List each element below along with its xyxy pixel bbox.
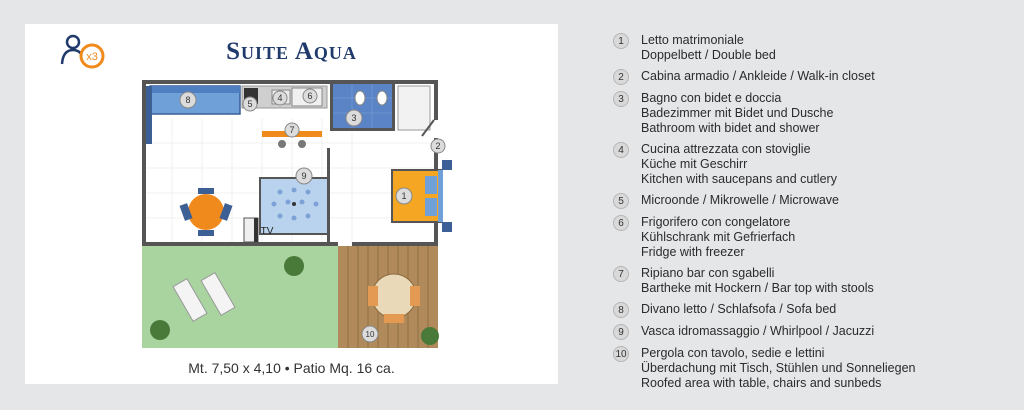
shrub	[421, 327, 439, 345]
marker-2: 2	[435, 141, 441, 151]
legend-number-badge: 5	[613, 193, 629, 209]
marker-7: 7	[289, 125, 295, 135]
legend-number-badge: 6	[613, 215, 629, 231]
legend-line: Roofed area with table, chairs and sunbeds	[641, 376, 882, 390]
dining-chair	[198, 188, 214, 194]
shower	[398, 86, 430, 130]
dimensions-caption: Mt. 7,50 x 4,10 • Patio Mq. 16 ca.	[188, 360, 395, 376]
legend-line: Kitchen with saucepans and cutlery	[641, 172, 837, 186]
patio-chair	[368, 286, 378, 306]
floorplan-card	[25, 24, 558, 384]
legend-line: Bartheke mit Hockern / Bar top with stools	[641, 281, 874, 295]
legend-line: Bathroom with bidet and shower	[641, 121, 820, 135]
nightstand	[442, 160, 452, 170]
nightstand	[442, 222, 452, 232]
bar-stool	[298, 140, 306, 148]
legend	[613, 33, 1013, 397]
patio-table	[372, 274, 416, 318]
legend-item	[613, 33, 1013, 63]
legend-text	[641, 142, 837, 187]
legend-item	[613, 324, 1013, 340]
legend-text	[641, 193, 839, 208]
legend-item	[613, 142, 1013, 187]
marker-5: 5	[247, 99, 253, 109]
legend-number-badge: 4	[613, 142, 629, 158]
legend-line: Küche mit Geschirr	[641, 157, 748, 171]
marker-9: 9	[301, 171, 307, 181]
legend-text	[641, 266, 874, 296]
legend-text	[641, 215, 795, 260]
marker-1: 1	[401, 191, 407, 201]
marker-10: 10	[365, 330, 375, 339]
legend-number-badge: 2	[613, 69, 629, 85]
legend-number-badge: 10	[613, 346, 629, 362]
bathroom-floor	[333, 84, 392, 128]
legend-line: Ripiano bar con sgabelli	[641, 266, 775, 280]
legend-line: Doppelbett / Double bed	[641, 48, 776, 62]
floor-plan	[142, 78, 460, 348]
bed-headboard	[438, 170, 443, 222]
legend-number-badge: 1	[613, 33, 629, 49]
legend-line: Badezimmer mit Bidet und Dusche	[641, 106, 834, 120]
legend-line: Cucina attrezzata con stoviglie	[641, 142, 811, 156]
bidet	[377, 91, 387, 105]
legend-item	[613, 302, 1013, 318]
dining-chair	[198, 230, 214, 236]
tv-label: TV	[260, 226, 274, 237]
legend-number-badge: 3	[613, 91, 629, 107]
legend-number-badge: 8	[613, 302, 629, 318]
shrub	[150, 320, 170, 340]
legend-text	[641, 346, 916, 391]
legend-item	[613, 91, 1013, 136]
legend-item	[613, 69, 1013, 85]
legend-line: Frigorifero con congelatore	[641, 215, 791, 229]
pillow	[425, 198, 437, 216]
marker-4: 4	[277, 93, 283, 103]
page-title: Suite Aqua	[226, 38, 357, 65]
legend-line: Bagno con bidet e doccia	[641, 91, 782, 105]
legend-line: Cabina armadio / Ankleide / Walk-in closet	[641, 69, 875, 83]
legend-text	[641, 69, 875, 84]
pillow	[425, 176, 437, 194]
legend-item	[613, 266, 1013, 296]
shrub	[284, 256, 304, 276]
legend-line: Kühlschrank mit Gefrierfach	[641, 230, 796, 244]
legend-line: Fridge with freezer	[641, 245, 745, 259]
legend-item	[613, 346, 1013, 391]
marker-8: 8	[185, 95, 191, 105]
toilet	[355, 91, 365, 105]
legend-text	[641, 91, 833, 136]
patio-chair	[384, 314, 404, 323]
guest-count-text: x3	[86, 51, 98, 63]
legend-line: Divano letto / Schlafsofa / Sofa bed	[641, 302, 837, 316]
dining-table	[188, 194, 224, 230]
marker-6: 6	[307, 91, 313, 101]
legend-line: Pergola con tavolo, sedie e lettini	[641, 346, 825, 360]
legend-text	[641, 33, 776, 63]
legend-text	[641, 302, 836, 317]
patio-chair	[410, 286, 420, 306]
legend-item	[613, 215, 1013, 260]
legend-line: Vasca idromassaggio / Whirlpool / Jacuzzi	[641, 324, 875, 338]
legend-number-badge: 9	[613, 324, 629, 340]
legend-line: Microonde / Mikrowelle / Microwave	[641, 193, 839, 207]
bar-stool	[278, 140, 286, 148]
legend-text	[641, 324, 874, 339]
legend-number-badge: 7	[613, 266, 629, 282]
marker-3: 3	[351, 113, 357, 123]
legend-line: Letto matrimoniale	[641, 33, 744, 47]
lawn	[142, 246, 338, 348]
legend-line: Überdachung mit Tisch, Stühlen und Sonneliegen	[641, 361, 916, 375]
legend-item	[613, 193, 1013, 209]
